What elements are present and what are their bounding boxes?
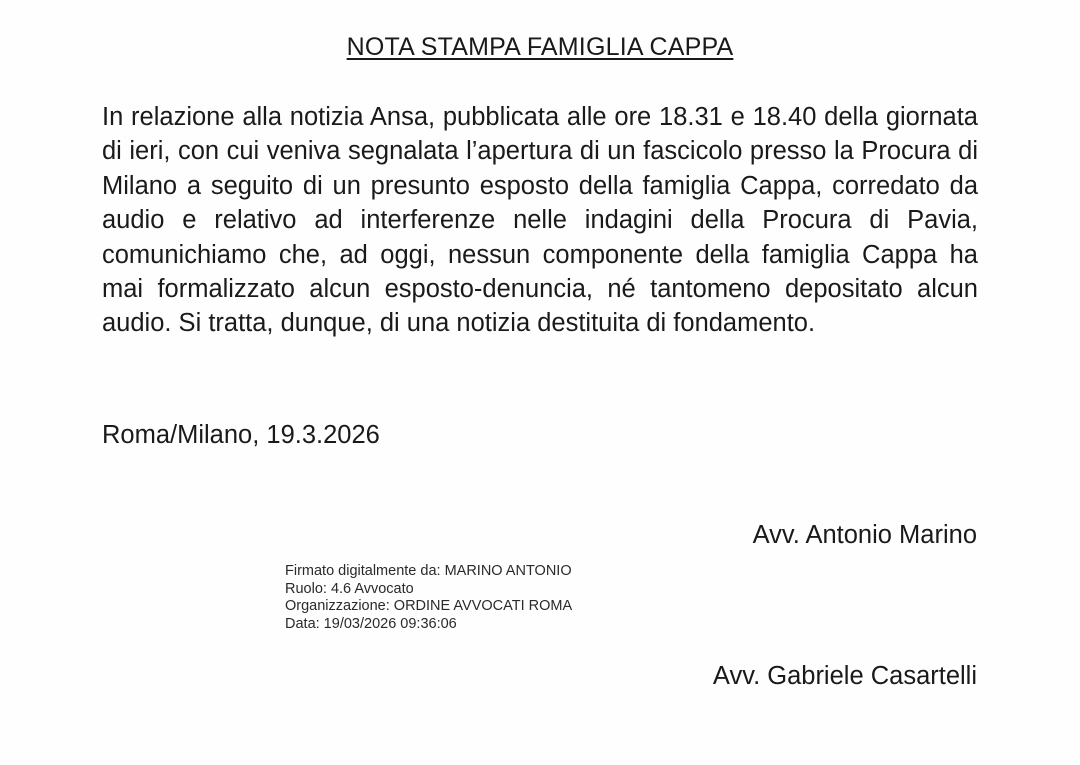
signer-antonio-marino: Avv. Antonio Marino [752,521,977,549]
place-date: Roma/Milano, 19.3.2026 [102,421,380,449]
document-body: In relazione alla notizia Ansa, pubblicata alle ore 18.31 e 18.40 della giornata di ieri, con cui veniva segnalata l’apertura di un fascicolo presso la Procura di Milano a seguito di un presunto esposto della famiglia Cappa, corredato da audio e relativo ad interferenze nelle indagini della Procura di Pavia, comunichiamo che, ad oggi, nessun componente della famiglia Cappa ha mai formalizzato alcun esposto-denuncia, né tantomeno depositato alcun audio. Si tratta, dunque, di una notizia destituita di fondamento. [102,103,978,338]
document-title: NOTA STAMPA FAMIGLIA CAPPA [346,33,734,61]
digital-signature-role: Ruolo: 4.6 Avvocato [285,580,414,597]
digital-signature-signer: Firmato digitalmente da: MARINO ANTONIO [285,563,572,579]
digital-signature-date: Data: 19/03/2026 09:36:06 [285,615,457,632]
signer-gabriele-casartelli: Avv. Gabriele Casartelli [712,662,977,690]
digital-signature-organization: Organizzazione: ORDINE AVVOCATI ROMA [285,598,573,614]
digital-signature-stamp [285,563,572,633]
